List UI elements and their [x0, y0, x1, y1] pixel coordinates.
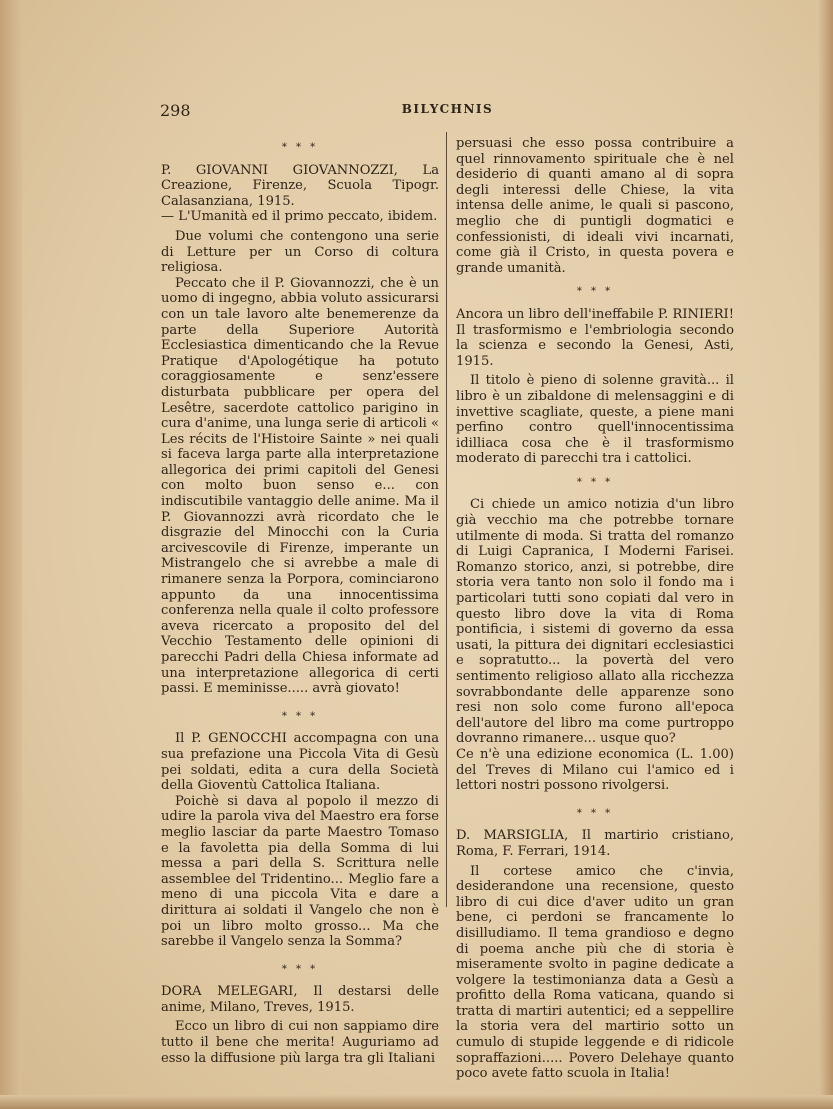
running-head: [160, 101, 735, 123]
page-number: 298: [160, 101, 191, 120]
review-paragraph: Peccato che il P. Giovannozzi, che è un uomo di ingegno, abbia voluto assicurarsi con un tale lavoro alte benemerenze da parte della Superiore Autorità Ecclesiastica dimenticando che la Revue Pratique d'Apologétique ha potuto coraggiosamente e senz'essere disturbata pubblicare per opera del Lesêtre, sacerdote cattolico parigino in cura d'anime, una lunga serie di articoli « Les récits de l'Histoire Sainte » nei quali si faceva larga parte alla interpretazione allegorica dei primi capitoli del Genesi con molto buon senso e... con indiscutibile vantaggio delle anime. Ma il P. Giovannozzi avrà ricordato che le disgrazie del Minocchi con la Curia arcivescovile di Firenze, imperante un Mistrangelo che si avrebbe a male di rimanere senza la Porpora, cominciarono appunto da una innocentissima conferenza nella quale il colto professore aveva ricercato a proposito del del Vecchio Testamento delle opinioni di parecchi Padri della Chiesa informate ad una interpretazione allegorica di certi passi. E meminisse..... avrà giovato!: [161, 275, 439, 697]
section-separator: * * *: [576, 286, 614, 298]
review-paragraph-continued: persuasi che esso possa contribuire a quel rinnovamento spirituale che è nel desiderio di quanti amano al di sopra degli interessi delle Chiese, la vita intensa delle anime, le quali si pascono, meglio che di puntigli dogmatici e confessionisti, di ideali vivi incarnati, come già il Cristo, in questa povera e grande umanità.: [456, 136, 734, 276]
section-separator: * * *: [281, 142, 319, 153]
entry-heading-giovannozzi: P. GIOVANNI GIOVANNOZZI, La Creazione, Firenze, Scuola Tipogr. Calasanziana, 1915.: [161, 162, 439, 209]
review-paragraph: Due volumi che contengono una serie di Letture per un Corso di coltura religiosa.: [161, 228, 439, 276]
section-separator: * * *: [576, 807, 614, 819]
journal-title: BILYCHNIS: [401, 102, 494, 116]
entry-heading-melegari: DORA MELEGARI, Il destarsi delle anime, Milano, Treves, 1915.: [161, 984, 439, 1015]
page-left-edge: [0, 0, 22, 1109]
entry-subheading-giovannozzi: — L'Umanità ed il primo peccato, ibidem.: [161, 209, 438, 225]
review-paragraph-capranica: Ci chiede un amico notizia d'un libro già vecchio ma che potrebbe tornare utilmente di moda. Si tratta del romanzo di Luigi Capranica, I Moderni Farisei. Romanzo storico, anzi, si potrebbe, dire storia vera tanto non solo il fondo ma i particolari tutti sono copiati dal vero in questo libro dove la vita di Roma pontificia, i sistemi di governo da essa usati, la pittura dei dignitari ecclesiastici e sopratutto... la povertà del vero sentimento religioso allato alla ricchezza sovrabbondante delle apparenze sono resi non solo come furono all'epoca dell'autore del libro ma come purtroppo dovranno rimanere... usque quo?: [456, 497, 734, 747]
page-bottom-edge: [0, 1095, 833, 1109]
page-right-edge: [819, 0, 833, 1109]
entry-heading-rinieri: Ancora un libro dell'ineffabile P. RINIERI! Il trasformismo e l'embriologia secondo la scienza e secondo la Genesi, Asti, 1915.: [456, 306, 734, 369]
right-column: [456, 136, 734, 1082]
section-separator: * * *: [576, 476, 614, 488]
review-paragraph: Ecco un libro di cui non sappiamo dire tutto il bene che merita! Auguriamo ad esso la diffusione più larga tra gli Italiani: [161, 1019, 439, 1066]
left-column: [161, 136, 439, 1066]
review-paragraph: Il cortese amico che c'invia, desiderandone una recensione, questo libro di cui dice d'aver udito un gran bene, ci perdoni se francamente lo disilludiamo. Il tema grandioso e degno di poema anche più che di storia è miseramente svolto in pagine dedicate a volgere la testimonianza data a Gesù a profitto della Roma vaticana, quando si tratta di martiri autentici; ed a seppellire la storia vera del martirio sotto un cumulo di stupide leggende e di ridicole sopraffazioni..... Povero Delehaye quanto poco avete fatto scuola in Italia!: [456, 863, 734, 1082]
section-separator: * * *: [281, 963, 319, 975]
review-paragraph: Il titolo è pieno di solenne gravità... il libro è un zibaldone di melensaggini e di invettive scagliate, queste, a piene mani perfino contro quell'innocentissima idilliaca cosa che è il trasformismo moderato di parecchi tra i cattolici.: [456, 373, 734, 467]
review-paragraph: Ce n'è una edizione economica (L. 1.00) del Treves di Milano cui l'amico ed i lettori nostri possono rivolgersi.: [456, 746, 734, 794]
review-paragraph-genocchi: Il P. GENOCCHI accompagna con una sua prefazione una Piccola Vita di Gesù pei soldati, edita a cura della Società della Gioventù Cattolica Italiana.: [161, 731, 439, 794]
review-paragraph: Poichè si dava al popolo il mezzo di udire la parola viva del Maestro era forse meglio lasciar da parte Maestro Tomaso e la favoletta pia della Somma di lui messa a pari della S. Scrittura nelle assemblee del Tridentino... Meglio fare a meno di una piccola Vita e dare a dirittura ai soldati il Vangelo che non è poi un libro molto grosso... Ma che sarebbe il Vangelo senza la Somma?: [161, 793, 439, 950]
column-divider: [446, 132, 447, 907]
section-separator: * * *: [281, 710, 319, 722]
entry-heading-marsiglia: D. MARSIGLIA, Il martirio cristiano, Roma, F. Ferrari, 1914.: [456, 828, 734, 859]
